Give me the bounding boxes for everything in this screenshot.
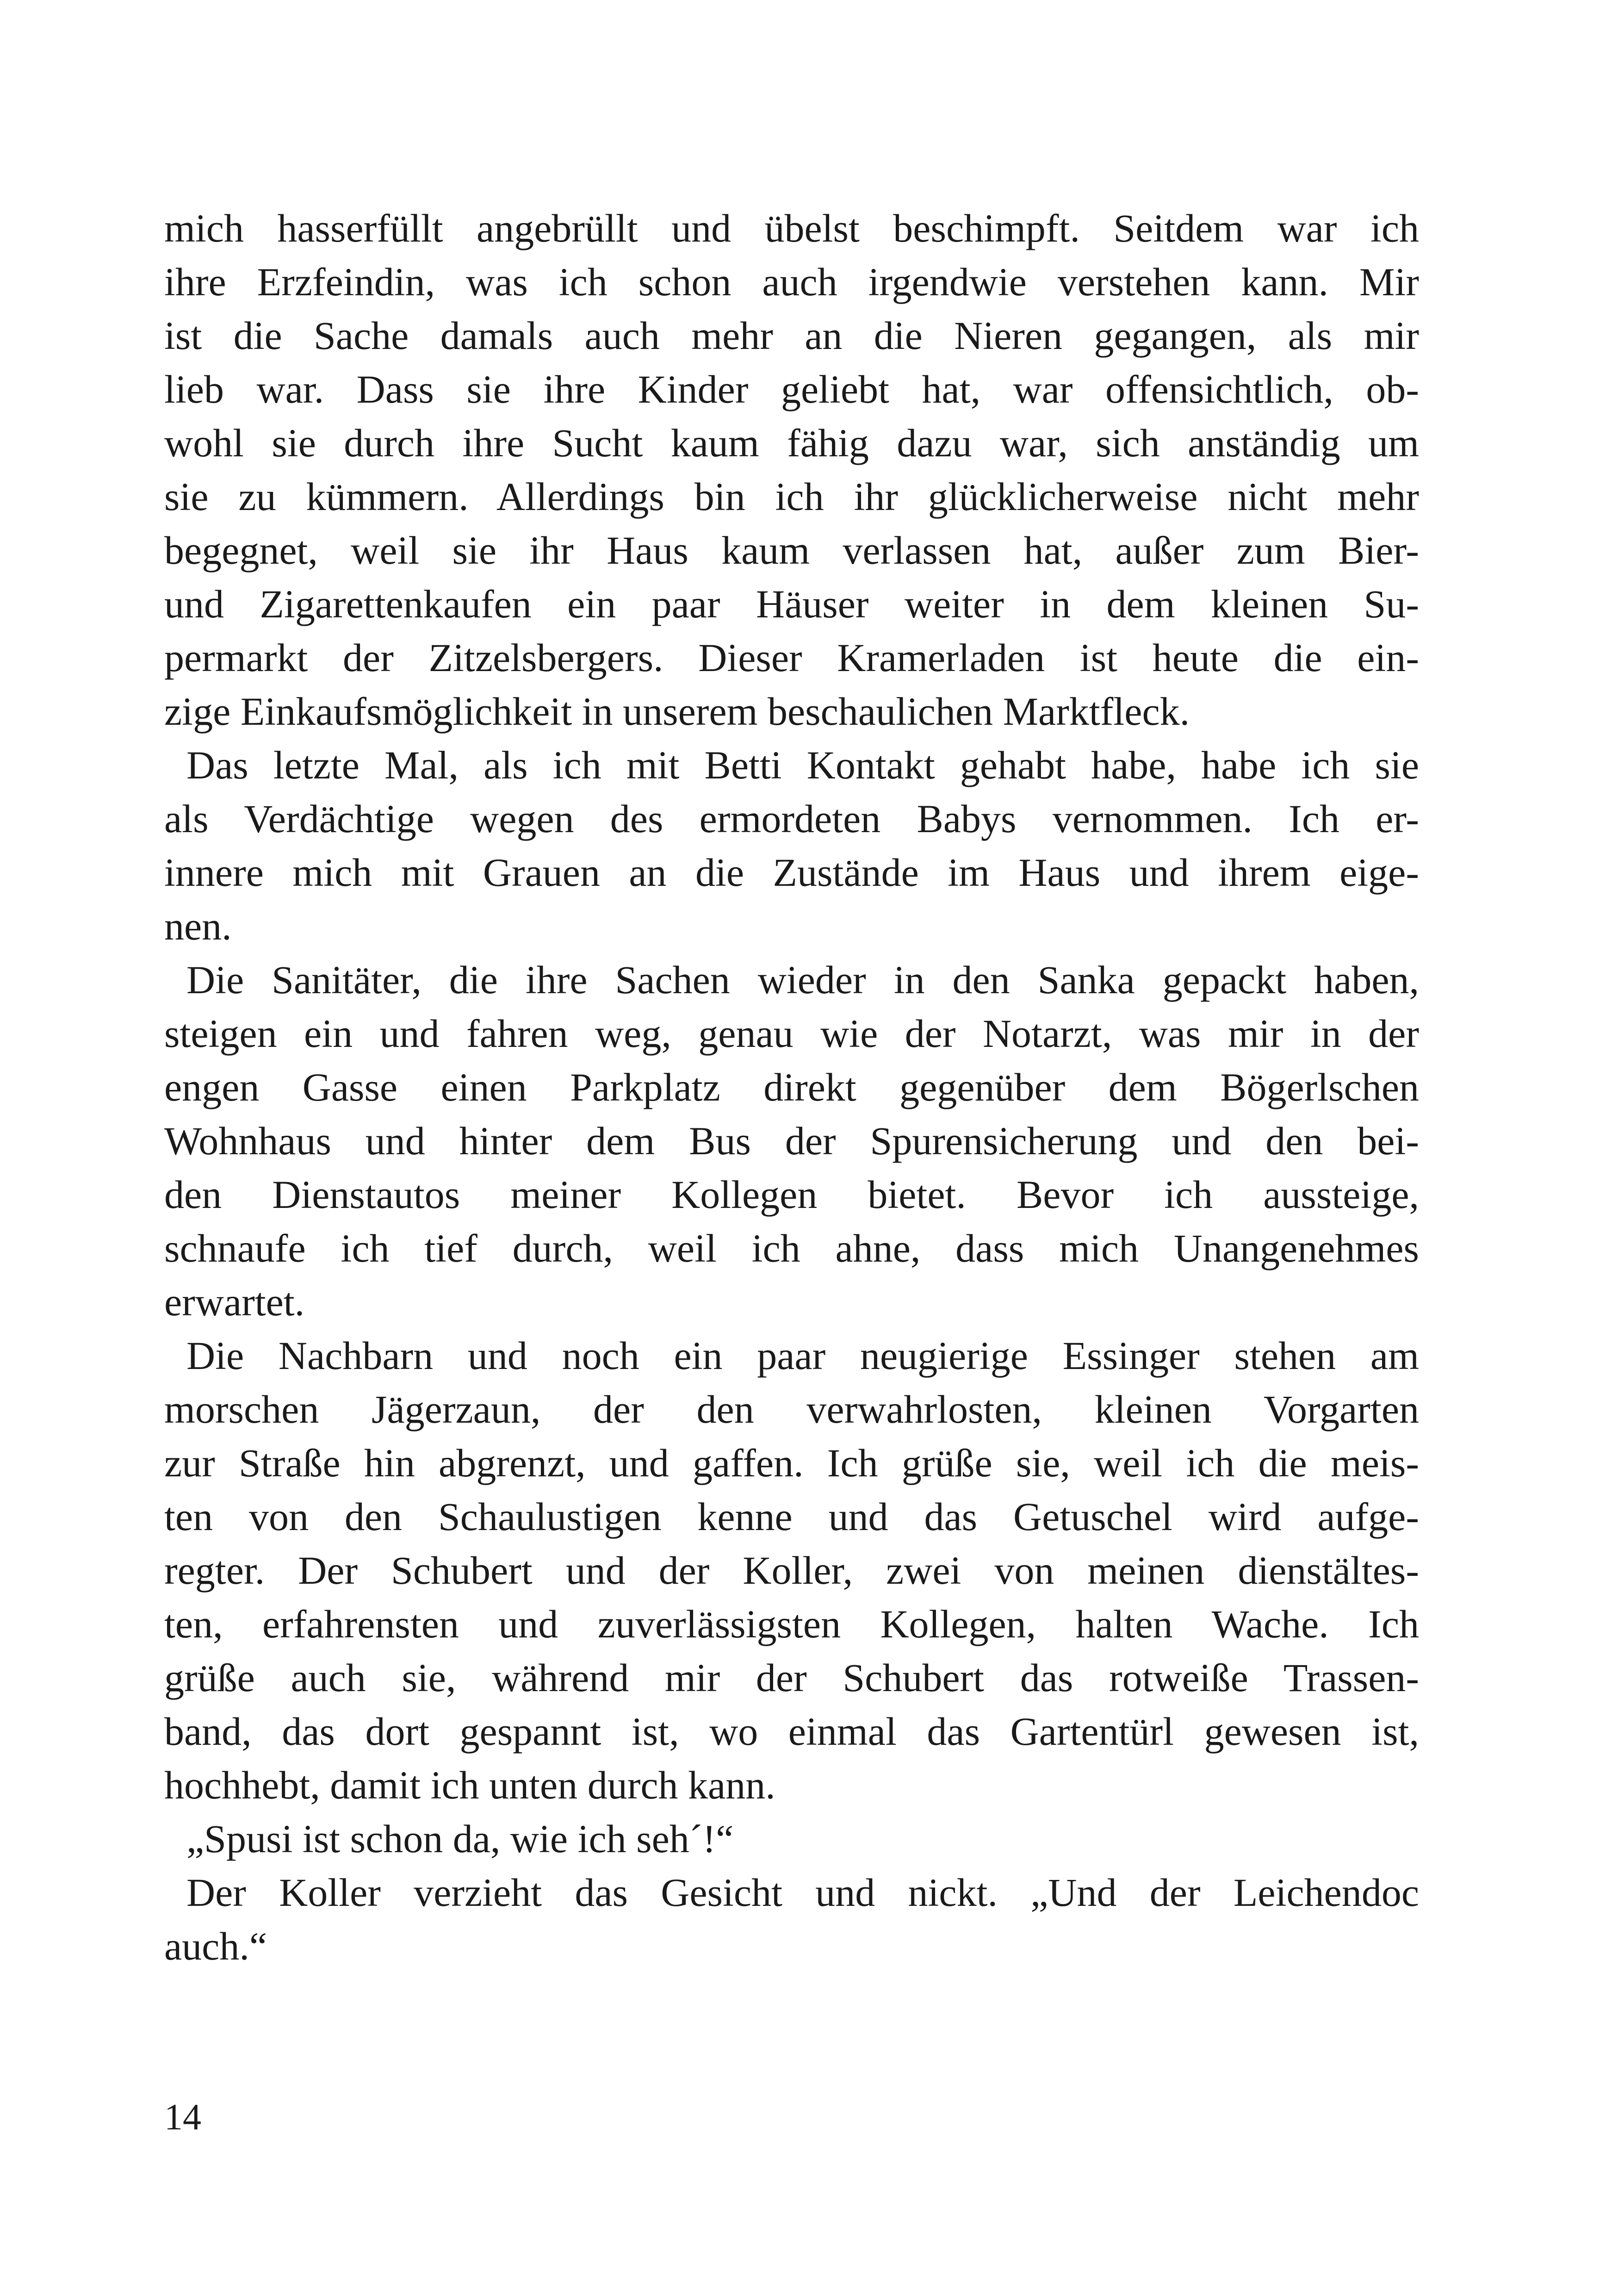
text-line: „Spusi ist schon da, wie ich seh´!“ (186, 1817, 734, 1861)
text-line: Die Nachbarn und noch ein paar neugierige Essinger stehen am (186, 1333, 1419, 1378)
text-line: ten, erfahrensten und zuverlässigsten Kollegen, halten Wache. Ich (164, 1602, 1419, 1646)
text-line: mich hasserfüllt angebrüllt und übelst beschimpft. Seitdem war ich (164, 206, 1419, 250)
text-line: innere mich mit Grauen an die Zustände im Haus und ihrem eige- (164, 850, 1419, 895)
text-line: hochhebt, damit ich unten durch kann. (164, 1763, 775, 1807)
text-line: engen Gasse einen Parkplatz direkt gegenüber dem Bögerlschen (164, 1065, 1419, 1109)
text-line: als Verdächtige wegen des ermordeten Babys vernommen. Ich er- (164, 796, 1419, 841)
text-line: steigen ein und fahren weg, genau wie der Notarzt, was mir in der (164, 1011, 1419, 1056)
text-line: ihre Erzfeindin, was ich schon auch irgendwie verstehen kann. Mir (164, 260, 1419, 304)
text-line: den Dienstautos meiner Kollegen bietet. Bevor ich aussteige, (164, 1172, 1419, 1217)
text-line: Der Koller verzieht das Gesicht und nickt. „Und der Leichendoc (186, 1870, 1419, 1915)
text-line: erwartet. (164, 1280, 305, 1324)
text-line: wohl sie durch ihre Sucht kaum fähig dazu war, sich anständig um (164, 421, 1419, 465)
text-line: Die Sanitäter, die ihre Sachen wieder in den Sanka gepackt haben, (186, 958, 1419, 1002)
text-line: morschen Jägerzaun, der den verwahrlosten, kleinen Vorgarten (164, 1387, 1419, 1431)
text-line: ist die Sache damals auch mehr an die Nieren gegangen, als mir (164, 313, 1419, 358)
text-line: auch.“ (164, 1924, 267, 1968)
text-line: nen. (164, 904, 232, 948)
text-line: zur Straße hin abgrenzt, und gaffen. Ich grüße sie, weil ich die meis- (164, 1441, 1419, 1485)
text-line: ten von den Schaulustigen kenne und das Getuschel wird aufge- (164, 1494, 1419, 1539)
text-line: grüße auch sie, während mir der Schubert das rotweiße Trassen- (164, 1655, 1419, 1700)
text-line: band, das dort gespannt ist, wo einmal das Gartentürl gewesen ist, (164, 1709, 1419, 1754)
book-page-body (164, 201, 1419, 1973)
text-line: lieb war. Dass sie ihre Kinder geliebt hat, war offensichtlich, ob- (164, 367, 1419, 411)
text-line: und Zigarettenkaufen ein paar Häuser weiter in dem kleinen Su- (164, 582, 1419, 626)
page-number: 14 (164, 2097, 201, 2138)
text-line: Das letzte Mal, als ich mit Betti Kontakt gehabt habe, habe ich sie (186, 743, 1419, 787)
text-line: permarkt der Zitzelsbergers. Dieser Kramerladen ist heute die ein- (164, 635, 1419, 680)
text-line: zige Einkaufsmöglichkeit in unserem beschaulichen Marktfleck. (164, 689, 1190, 734)
text-line: regter. Der Schubert und der Koller, zwei von meinen dienstältes- (164, 1548, 1419, 1593)
text-line: sie zu kümmern. Allerdings bin ich ihr glücklicherweise nicht mehr (164, 474, 1419, 519)
text-line: Wohnhaus und hinter dem Bus der Spurensicherung und den bei- (164, 1119, 1419, 1163)
text-line: begegnet, weil sie ihr Haus kaum verlassen hat, außer zum Bier- (164, 528, 1419, 572)
text-line: schnaufe ich tief durch, weil ich ahne, dass mich Unangenehmes (164, 1226, 1419, 1270)
